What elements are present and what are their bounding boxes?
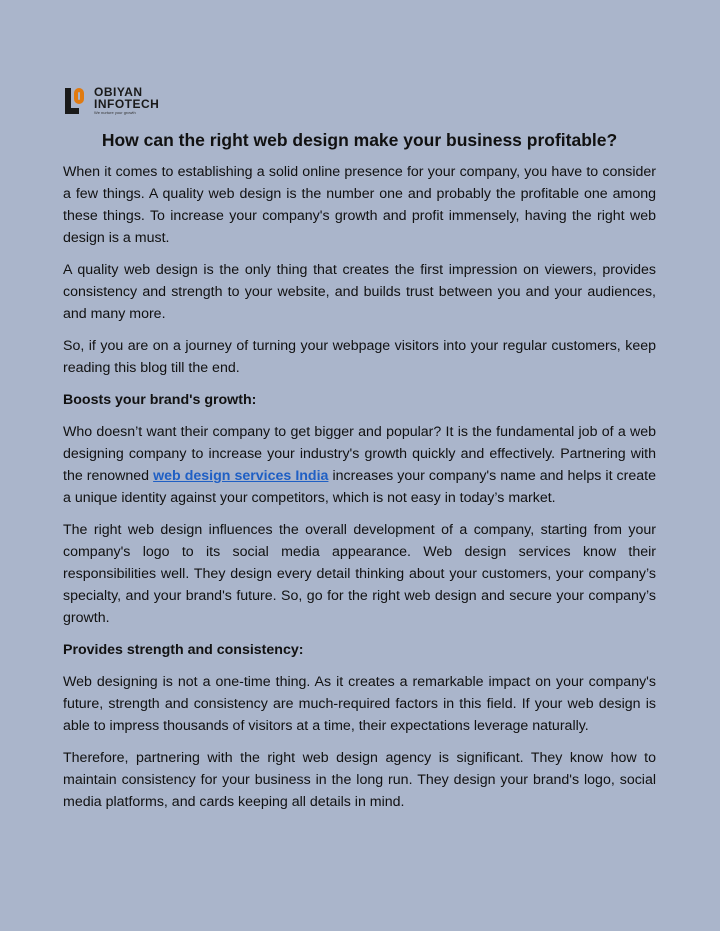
logo-mark-icon xyxy=(63,84,91,116)
paragraph-intro: When it comes to establishing a solid online presence for your company, you have to consider a few things. A quality web design is the number one and probably the profitable one among these things. To increase your company's growth and profit immensely, having the right web design is a must. xyxy=(63,164,656,246)
logo-name-line1: OBIYAN xyxy=(94,84,143,99)
paragraph-quality: A quality web design is the only thing that creates the first impression on viewers, provides consistency and strength to your website, and builds trust between you and your audiences, and many more. xyxy=(63,262,656,322)
logo-name-line2: INFOTECH xyxy=(94,96,160,111)
paragraph-growth xyxy=(63,421,656,509)
paragraph-agency: Therefore, partnering with the right web design agency is significant. They know how to maintain consistency for your business in the long run. They design your brand's logo, social media platforms, and cards keeping all details in mind. xyxy=(63,750,656,810)
paragraph-growth-text-after: increases your company's name and helps it create a unique identity against your competitors, which is not easy in today’s market. xyxy=(63,468,656,506)
logo-tagline: We nurture your growth xyxy=(94,109,136,115)
section-heading-strength: Provides strength and consistency: xyxy=(63,642,304,658)
paragraph-journey: So, if you are on a journey of turning your webpage visitors into your regular customers, keep reading this blog till the end. xyxy=(63,338,656,376)
web-design-services-link[interactable]: web design services India xyxy=(153,468,329,484)
document-page xyxy=(63,82,656,823)
paragraph-not-one-time: Web designing is not a one-time thing. As it creates a remarkable impact on your company's future, strength and consistency are much-required factors in this field. If your web design is able to impress thousands of visitors at a time, their expectations leverage naturally. xyxy=(63,674,656,734)
paragraph-growth-text-before: Who doesn’t want their company to get bigger and popular? It is the fundamental job of a web designing company to increase your industry's growth quickly and effectively. Partnering with the renowned xyxy=(63,424,656,484)
company-logo xyxy=(63,82,656,118)
section-heading-growth: Boosts your brand's growth: xyxy=(63,392,257,408)
paragraph-development: The right web design influences the overall development of a company, starting from your company's logo to its social media appearance. Web design services know their responsibilities well. They design every detail thinking about your customers, your company’s specialty, and your brand's future. So, go for the right web design and secure your company’s growth. xyxy=(63,522,656,626)
logo-text xyxy=(94,86,159,115)
page-title: How can the right web design make your business profitable? xyxy=(101,130,618,150)
